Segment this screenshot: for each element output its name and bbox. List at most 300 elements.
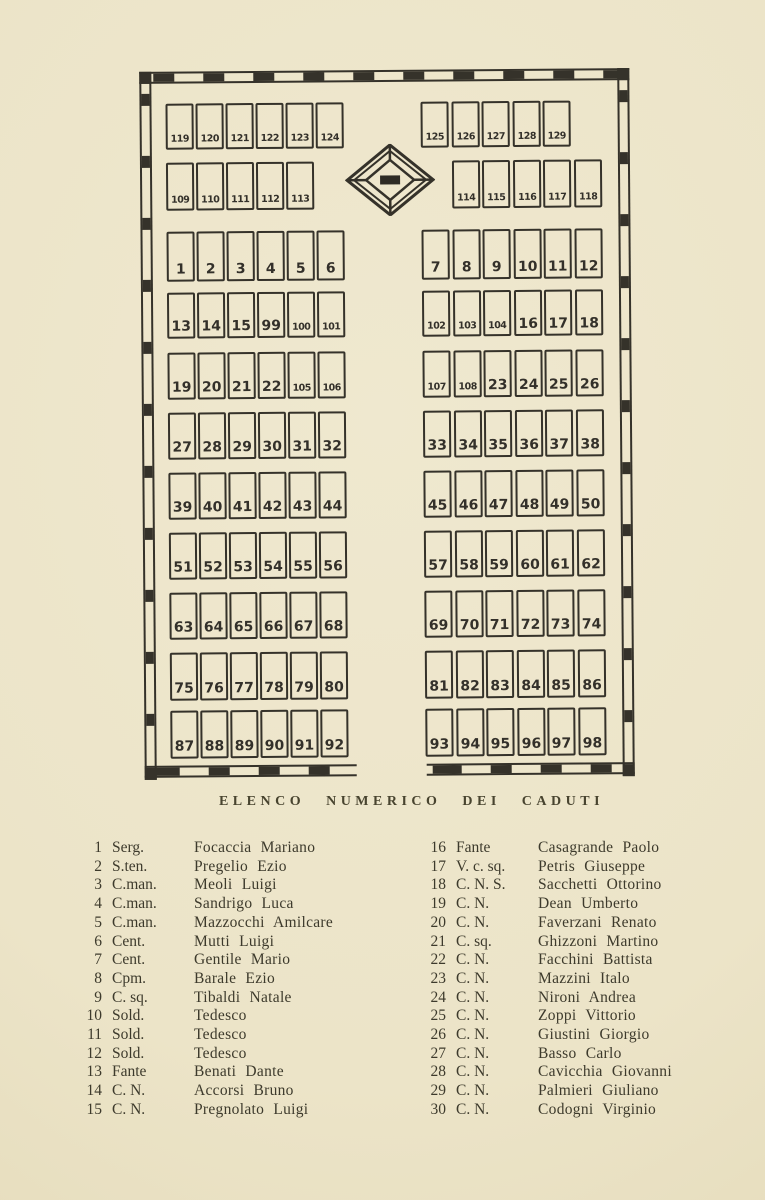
entry-rank: C. N. (112, 1100, 146, 1118)
grave-plot-number: 115 (487, 191, 506, 203)
entry-rank: C. N. S. (456, 876, 506, 894)
grave-plot-number: 105 (292, 382, 311, 394)
grave-plot-number: 28 (202, 439, 222, 456)
grave-plot-number: 122 (260, 132, 279, 144)
grave-plot-number: 113 (291, 193, 310, 205)
entry-num: 13 (86, 1063, 102, 1081)
caduti-entry-30 (428, 1101, 758, 1120)
entry-name: Sacchetti Ottorino (538, 876, 662, 894)
grave-plot-number: 112 (261, 193, 280, 205)
entry-name: Zoppi Vittorio (538, 1007, 636, 1025)
grave-plot-106 (317, 351, 345, 398)
entry-rank: C. N. (456, 895, 490, 913)
grave-plot-16 (514, 290, 542, 336)
entry-num: 26 (430, 1026, 446, 1044)
caduti-entry-27 (428, 1045, 758, 1064)
entry-rank: C. N. (456, 951, 490, 969)
grave-plot-number: 38 (580, 436, 600, 453)
grave-plot-number: 63 (173, 619, 194, 636)
grave-plot-34 (454, 410, 482, 457)
grave-plot-number: 93 (429, 736, 450, 753)
grave-plot-66 (259, 592, 287, 639)
grave-plot-number: 40 (202, 499, 223, 516)
grave-plot-4 (256, 231, 284, 281)
grave-plot-number: 61 (550, 556, 570, 573)
grave-plot-112 (256, 162, 284, 210)
grave-plot-number: 6 (325, 260, 336, 277)
grave-plot-number: 100 (292, 321, 311, 333)
grave-plot-number: 78 (264, 679, 284, 696)
caduti-entry-4 (84, 895, 414, 914)
grave-plot-number: 86 (582, 677, 602, 694)
cemetery-map (139, 68, 635, 780)
caduti-entry-5 (84, 914, 414, 933)
grave-plot-32 (318, 411, 346, 458)
caduti-entry-25 (428, 1007, 758, 1026)
grave-plot-125 (420, 102, 448, 148)
caduti-list-column-1 (84, 839, 414, 1120)
caduti-entry-24 (428, 989, 758, 1008)
grave-plot-number: 99 (261, 317, 282, 334)
entry-rank: C. sq. (112, 988, 148, 1006)
grave-plot-number: 21 (231, 379, 252, 396)
entry-rank: Sold. (112, 1007, 145, 1025)
entry-name: Mazzini Italo (538, 969, 630, 987)
grave-plot-40 (198, 472, 226, 519)
grave-plot-number: 118 (579, 190, 598, 202)
grave-plot-54 (259, 532, 287, 579)
grave-plot-97 (547, 708, 575, 756)
grave-plot-number: 59 (489, 557, 509, 574)
grave-plot-25 (544, 350, 572, 397)
entry-rank: C. N. (112, 1082, 146, 1100)
grave-plot-15 (227, 292, 255, 338)
grave-plot-number: 95 (490, 736, 511, 753)
grave-plot-71 (485, 590, 513, 637)
grave-plot-22 (257, 352, 285, 399)
grave-plot-53 (229, 532, 257, 579)
map-wall-bottom-right (427, 762, 635, 776)
grave-plot-37 (545, 410, 573, 457)
entry-num: 17 (430, 857, 446, 875)
grave-plot-68 (319, 591, 347, 638)
entry-name: Casagrande Paolo (538, 839, 660, 856)
grave-plot-number: 119 (170, 133, 189, 145)
grave-plot-number: 43 (292, 498, 313, 515)
entry-num: 1 (94, 839, 102, 856)
caduti-entry-7 (84, 951, 414, 970)
entry-name: Accorsi Bruno (194, 1082, 294, 1100)
grave-plot-10 (513, 229, 541, 279)
grave-plot-number: 89 (234, 738, 255, 755)
grave-plot-number: 129 (547, 130, 566, 142)
caduti-entry-15 (84, 1101, 414, 1120)
entry-rank: C. N. (456, 1063, 490, 1081)
grave-plot-number: 3 (235, 261, 246, 278)
grave-plot-number: 5 (295, 260, 306, 277)
grave-plot-number: 127 (486, 130, 505, 142)
entry-rank: C. N. (456, 913, 490, 931)
entry-name: Tedesco (194, 1044, 247, 1062)
grave-plot-67 (289, 592, 317, 639)
grave-plot-23 (483, 350, 511, 397)
grave-plot-number: 13 (171, 318, 192, 335)
grave-plot-74 (577, 589, 605, 636)
grave-plot-17 (544, 290, 572, 336)
caduti-entry-3 (84, 876, 414, 895)
grave-plot-116 (513, 160, 541, 208)
grave-plot-number: 36 (519, 436, 539, 453)
grave-plot-number: 92 (324, 737, 345, 754)
grave-plot-80 (320, 651, 348, 699)
grave-plot-92 (320, 709, 348, 757)
grave-plot-number: 32 (322, 438, 342, 455)
grave-plot-number: 53 (233, 559, 253, 576)
entry-rank: C. N. (456, 1044, 490, 1062)
grave-plot-35 (484, 410, 512, 457)
grave-plot-number: 1 (175, 261, 186, 278)
entry-num: 4 (94, 895, 102, 913)
entry-rank: Sold. (112, 1044, 145, 1062)
grave-plot-number: 45 (427, 497, 448, 514)
grave-plot-number: 90 (264, 737, 285, 754)
grave-plot-number: 48 (519, 496, 540, 513)
grave-plot-number: 76 (204, 680, 224, 697)
grave-plot-number: 107 (427, 381, 446, 393)
grave-plot-number: 19 (171, 379, 192, 396)
grave-plot-48 (515, 470, 543, 517)
grave-plot-number: 104 (488, 319, 507, 331)
grave-plot-number: 11 (547, 258, 568, 275)
caduti-entry-9 (84, 989, 414, 1008)
grave-plot-27 (168, 413, 196, 460)
entry-rank: C. N. (456, 988, 490, 1006)
entry-name: Focaccia Mariano (194, 839, 316, 856)
caduti-entry-23 (428, 970, 758, 989)
grave-plot-number: 26 (579, 376, 600, 393)
grave-plot-127 (481, 101, 509, 147)
grave-plot-3 (226, 231, 254, 281)
grave-plot-96 (517, 708, 545, 756)
entry-name: Tedesco (194, 1026, 247, 1044)
grave-plot-number: 65 (233, 619, 254, 636)
grave-plot-number: 15 (231, 318, 252, 335)
grave-plot-number: 69 (428, 617, 449, 634)
grave-plot-number: 126 (456, 130, 475, 142)
entry-name: Basso Carlo (538, 1044, 622, 1062)
grave-plot-number: 101 (322, 320, 341, 333)
grave-plot-115 (482, 160, 510, 208)
grave-plot-19 (167, 353, 195, 400)
grave-plot-number: 84 (521, 677, 541, 694)
grave-plot-number: 31 (292, 438, 312, 455)
grave-plot-33 (423, 410, 451, 457)
grave-plot-number: 25 (548, 376, 569, 393)
entry-num: 22 (430, 951, 446, 969)
entry-name: Giustini Giorgio (538, 1026, 650, 1044)
grave-plot-number: 83 (490, 678, 510, 695)
grave-plot-104 (483, 290, 511, 336)
grave-plot-38 (576, 409, 604, 456)
entry-rank: C.man. (112, 895, 157, 913)
grave-plot-number: 123 (290, 132, 309, 144)
grave-plot-number: 29 (232, 439, 252, 456)
grave-plot-110 (196, 162, 224, 210)
entry-name: Ghizzoni Martino (538, 932, 659, 950)
grave-plot-79 (290, 652, 318, 700)
grave-plot-122 (255, 103, 283, 149)
entry-name: Facchini Battista (538, 951, 653, 969)
entry-num: 18 (430, 876, 446, 894)
map-wall-left (139, 72, 157, 780)
grave-plot-86 (578, 649, 606, 697)
entry-num: 6 (94, 932, 102, 950)
grave-plot-number: 54 (263, 558, 283, 575)
grave-plot-55 (289, 532, 317, 579)
caduti-entry-12 (84, 1045, 414, 1064)
caduti-entry-16 (428, 839, 758, 858)
map-corner-post (139, 72, 151, 84)
grave-plot-114 (452, 160, 480, 208)
entry-name: Pregnolato Luigi (194, 1100, 309, 1118)
entry-name: Barale Ezio (194, 969, 276, 987)
grave-plot-number: 66 (263, 618, 284, 635)
caduti-entry-11 (84, 1026, 414, 1045)
caduti-entry-10 (84, 1007, 414, 1026)
grave-plot-number: 62 (581, 556, 601, 573)
grave-plot-number: 103 (458, 319, 477, 331)
caduti-entry-28 (428, 1063, 758, 1082)
grave-plot-number: 71 (489, 617, 510, 634)
map-corner-post (145, 768, 157, 780)
grave-plot-number: 70 (459, 617, 480, 634)
grave-plot-26 (575, 349, 603, 396)
entry-rank: S.ten. (112, 857, 148, 875)
grave-plot-20 (197, 352, 225, 399)
entry-num: 20 (430, 913, 446, 931)
entry-name: Dean Umberto (538, 895, 639, 913)
grave-plot-91 (290, 710, 318, 758)
entry-rank: C. N. (456, 1007, 490, 1025)
grave-plot-number: 23 (487, 377, 508, 394)
entry-num: 23 (430, 969, 446, 987)
grave-plot-107 (422, 350, 450, 397)
diamond-monument-icon (345, 144, 436, 217)
grave-plot-39 (168, 472, 196, 519)
grave-plot-102 (422, 291, 450, 337)
map-corner-post (623, 764, 635, 776)
grave-plot-number: 33 (427, 437, 447, 454)
grave-plot-89 (230, 710, 258, 758)
grave-plot-29 (228, 412, 256, 459)
grave-plot-84 (517, 650, 545, 698)
entry-num: 15 (86, 1100, 102, 1118)
grave-plot-60 (516, 530, 544, 577)
grave-plot-120 (195, 103, 223, 149)
grave-plot-94 (456, 708, 484, 756)
entry-num: 8 (94, 969, 102, 987)
grave-plot-number: 51 (173, 559, 193, 576)
grave-plot-119 (165, 104, 193, 150)
grave-plot-number: 64 (203, 619, 224, 636)
grave-plot-65 (229, 592, 257, 639)
grave-plot-number: 96 (521, 735, 542, 752)
grave-plot-number: 39 (172, 499, 193, 516)
grave-plot-46 (454, 470, 482, 517)
grave-plot-number: 80 (324, 679, 344, 696)
grave-plot-number: 7 (430, 259, 441, 276)
entry-num: 25 (430, 1007, 446, 1025)
grave-plot-number: 37 (549, 436, 569, 453)
entry-name: Nironi Andrea (538, 988, 637, 1006)
entry-num: 12 (86, 1044, 102, 1062)
entry-name: Mutti Luigi (194, 932, 275, 950)
grave-plot-51 (169, 532, 197, 579)
caduti-entry-20 (428, 914, 758, 933)
grave-plot-36 (515, 410, 543, 457)
grave-plot-45 (423, 470, 451, 517)
grave-plot-6 (316, 230, 344, 280)
grave-plot-number: 94 (460, 736, 481, 753)
grave-plot-81 (425, 650, 453, 698)
entry-name: Sandrigo Luca (194, 895, 294, 913)
caduti-entry-18 (428, 876, 758, 895)
grave-plot-75 (170, 652, 198, 700)
entry-num: 5 (94, 913, 102, 931)
map-wall-top (139, 68, 629, 84)
grave-plot-number: 8 (461, 259, 472, 276)
list-title: ELENCO NUMERICO DEI CADUTI (218, 794, 605, 809)
entry-name: Codogni Virginio (538, 1100, 657, 1118)
grave-plot-85 (547, 650, 575, 698)
grave-plot-number: 30 (262, 438, 282, 455)
entry-name: Benati Dante (194, 1063, 284, 1081)
grave-plot-118 (574, 159, 602, 207)
grave-plot-number: 108 (458, 380, 477, 392)
grave-plot-11 (543, 229, 571, 279)
grave-plot-124 (315, 102, 343, 148)
entry-name: Petris Giuseppe (538, 857, 646, 875)
entry-num: 7 (94, 951, 102, 969)
grave-plot-99 (257, 292, 285, 338)
entry-name: Tedesco (194, 1007, 247, 1025)
grave-plot-121 (225, 103, 253, 149)
grave-plot-126 (451, 101, 479, 147)
grave-plot-76 (200, 652, 228, 700)
grave-plot-number: 82 (460, 678, 480, 695)
grave-plot-number: 110 (201, 193, 220, 205)
entry-rank: C. N. (456, 969, 490, 987)
grave-plot-number: 125 (425, 131, 444, 143)
grave-plot-number: 14 (201, 318, 222, 335)
entry-num: 16 (430, 839, 446, 856)
grave-plot-number: 67 (293, 618, 314, 635)
grave-plot-number: 114 (457, 191, 476, 203)
entry-rank: C.man. (112, 876, 157, 894)
grave-plot-95 (486, 708, 514, 756)
grave-plot-93 (425, 708, 453, 756)
caduti-entry-21 (428, 933, 758, 952)
map-wall-right (617, 68, 635, 776)
grave-plot-49 (545, 470, 573, 517)
grave-plot-57 (424, 530, 452, 577)
grave-plot-number: 111 (231, 193, 250, 205)
grave-plot-number: 97 (551, 735, 572, 752)
grave-plot-number: 73 (550, 616, 571, 633)
grave-plot-103 (453, 290, 481, 336)
entry-num: 28 (430, 1063, 446, 1081)
grave-plot-number: 81 (429, 678, 449, 695)
grave-plot-number: 124 (320, 131, 339, 144)
grave-plot-129 (542, 101, 570, 147)
entry-rank: C. N. (456, 1100, 490, 1118)
grave-plot-13 (167, 293, 195, 339)
entry-num: 2 (94, 857, 102, 875)
grave-plot-number: 128 (517, 130, 536, 142)
grave-plot-73 (546, 590, 574, 637)
caduti-entry-6 (84, 933, 414, 952)
grave-plot-108 (453, 350, 481, 397)
entry-name: Faverzani Renato (538, 913, 657, 931)
entry-name: Pregelio Ezio (194, 857, 287, 875)
grave-plot-30 (258, 412, 286, 459)
caduti-entry-29 (428, 1082, 758, 1101)
grave-plot-28 (198, 412, 226, 459)
entry-num: 14 (86, 1082, 102, 1100)
grave-plot-number: 4 (265, 260, 276, 277)
grave-plot-number: 116 (518, 191, 537, 203)
grave-plot-number: 102 (427, 320, 446, 332)
entry-rank: Cpm. (112, 969, 147, 987)
entry-num: 27 (430, 1044, 446, 1062)
grave-plot-90 (260, 710, 288, 758)
grave-plot-number: 34 (458, 437, 478, 454)
caduti-entry-13 (84, 1063, 414, 1082)
grave-plot-100 (287, 292, 315, 338)
grave-plot-109 (166, 163, 194, 211)
grave-plot-number: 20 (201, 379, 222, 396)
caduti-entry-22 (428, 951, 758, 970)
grave-plot-number: 49 (549, 496, 570, 513)
caduti-entry-8 (84, 970, 414, 989)
caduti-entry-26 (428, 1026, 758, 1045)
grave-plot-78 (260, 652, 288, 700)
grave-plot-1 (166, 232, 194, 282)
entry-num: 30 (430, 1100, 446, 1118)
entry-num: 10 (86, 1007, 102, 1025)
grave-plot-number: 55 (293, 558, 313, 575)
grave-plot-number: 56 (323, 558, 343, 575)
entry-rank: Fante (112, 1063, 147, 1081)
entry-num: 9 (94, 988, 102, 1006)
grave-plot-83 (486, 650, 514, 698)
grave-plot-117 (543, 160, 571, 208)
grave-plot-number: 85 (551, 677, 571, 694)
entry-num: 29 (430, 1082, 446, 1100)
grave-plot-number: 18 (579, 315, 600, 332)
entry-num: 11 (87, 1026, 102, 1044)
grave-plot-56 (319, 531, 347, 578)
entry-rank: Cent. (112, 951, 146, 969)
caduti-entry-19 (428, 895, 758, 914)
entry-num: 19 (430, 895, 446, 913)
grave-plot-number: 60 (520, 556, 540, 573)
entry-num: 3 (94, 876, 102, 894)
grave-plot-number: 10 (517, 258, 538, 275)
grave-plot-number: 109 (171, 194, 190, 206)
grave-plot-43 (288, 472, 316, 519)
entry-name: Cavicchia Giovanni (538, 1063, 672, 1081)
